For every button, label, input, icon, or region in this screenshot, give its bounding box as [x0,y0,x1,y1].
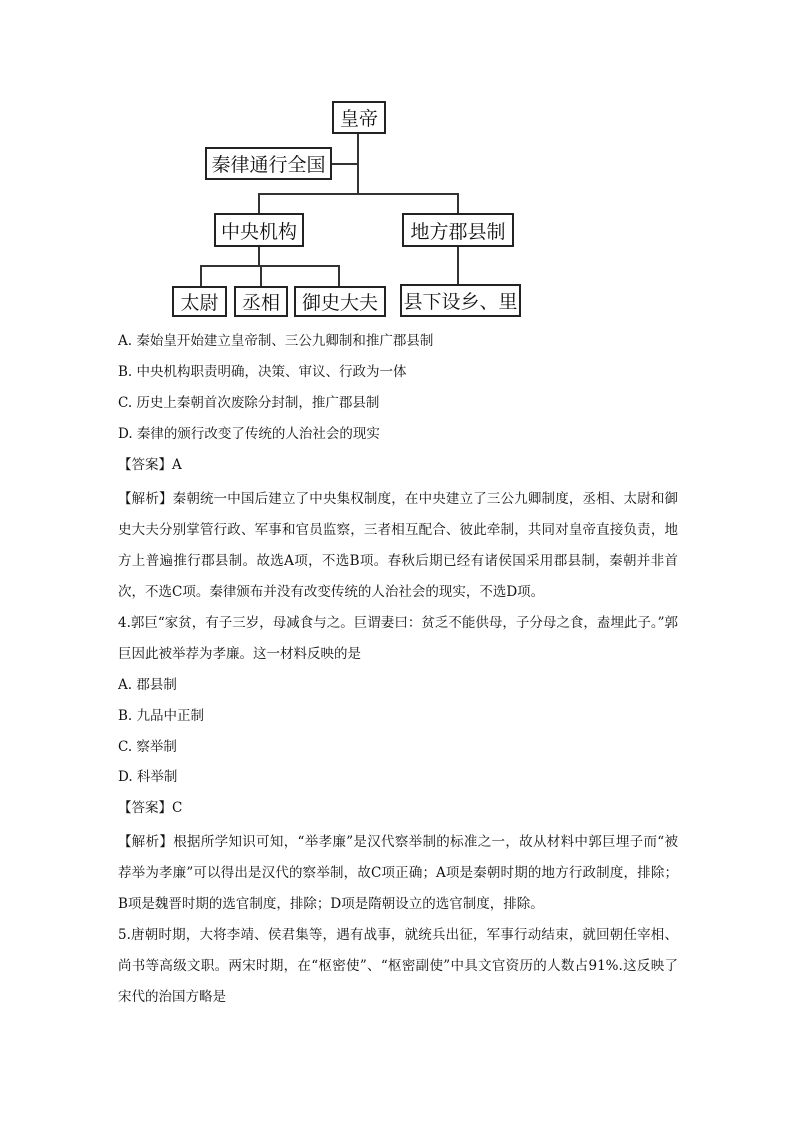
q3-option-c: C. 历史上秦朝首次废除分封制，推广郡县制 [118,395,380,411]
analysis-label: 【解析】 [118,491,173,507]
q4-option-b: B. 九品中正制 [118,708,205,724]
connector-local-down [457,247,459,285]
local-prefecture-box: 地方郡县制 [402,213,514,247]
connector-law-horizontal [331,163,358,165]
connector-central-down [258,247,260,266]
chengxiang-box: 丞相 [234,286,288,317]
connector-child1-vertical [200,265,202,287]
q4-analysis [118,827,678,920]
connector-child3-vertical [338,265,340,287]
connector-local-vertical [457,193,459,214]
emperor-box: 皇帝 [332,101,386,134]
connector-central-children-horizontal [200,265,339,267]
answer-label: 【答案】 [118,800,172,816]
q3-option-d: D. 秦律的颁行改变了传统的人治社会的现实 [118,426,380,442]
q4-option-d: D. 科举制 [118,769,178,785]
answer-label: 【答案】 [118,457,172,473]
analysis-text: 秦朝统一中国后建立了中央集权制度，在中央建立了三公九卿制度，丞相、太尉和御史大夫分别掌管行政、军事和官员监察，三者相互配合、彼此牵制，共同对皇帝直接负责，地方上普遍推行郡县制。故选A项，不选B项。春秋后期已经有诸侯国采用郡县制，秦朝并非首次，不选C项。秦律颁布并没有改变传统的人治社会的现实，不选D项。 [118,491,679,600]
answer-value: C [172,800,183,816]
q3-analysis [118,484,678,608]
analysis-text: 根据所学知识可知，“举孝廉”是汉代察举制的标准之一，故从材料中郭巨埋子而“被荐举为孝廉”可以得出是汉代的察举制，故C项正确；A项是秦朝时期的地方行政制度，排除；B项是魏晋时期的选官制度，排除；D项是隋朝设立的选官制度，排除。 [118,834,678,912]
analysis-label: 【解析】 [118,834,174,850]
q4-option-c: C. 察举制 [118,739,177,755]
q3-option-b: B. 中央机构职责明确，决策、审议、行政为一体 [118,364,407,380]
question-4-stem: 4.郭巨“家贫，有子三岁，母减食与之。巨谓妻曰：贫乏不能供母，子分母之食，盍埋此子。”郭巨因此被举荐为孝廉。这一材料反映的是 [118,615,678,662]
qin-law-box: 秦律通行全国 [205,147,332,180]
county-subdivision-box: 县下设乡、里 [400,284,521,317]
connector-branch-horizontal [258,193,458,195]
answer-value: A [172,457,182,473]
connector-central-vertical [258,193,260,214]
question-5-stem: 5.唐朝时期，大将李靖、侯君集等，遇有战事，就统兵出征，军事行动结束，就回朝任宰相、尚书等高级文职。两宋时期，在“枢密使”、“枢密副使”中具文官资历的人数占91%.这反映了宋代的治国方略是 [118,927,678,1005]
central-institutions-box: 中央机构 [214,213,304,247]
q3-option-a: A. 秦始皇开始建立皇帝制、三公九卿制和推广郡县制 [118,333,434,349]
q3-answer [118,454,678,476]
yushi-dafu-box: 御史大夫 [294,286,386,317]
connector-child2-vertical [260,265,262,287]
qin-political-structure-diagram [0,0,794,330]
taiwei-box: 太尉 [172,286,227,317]
q4-answer [118,797,678,819]
q4-option-a: A. 郡县制 [118,677,177,693]
